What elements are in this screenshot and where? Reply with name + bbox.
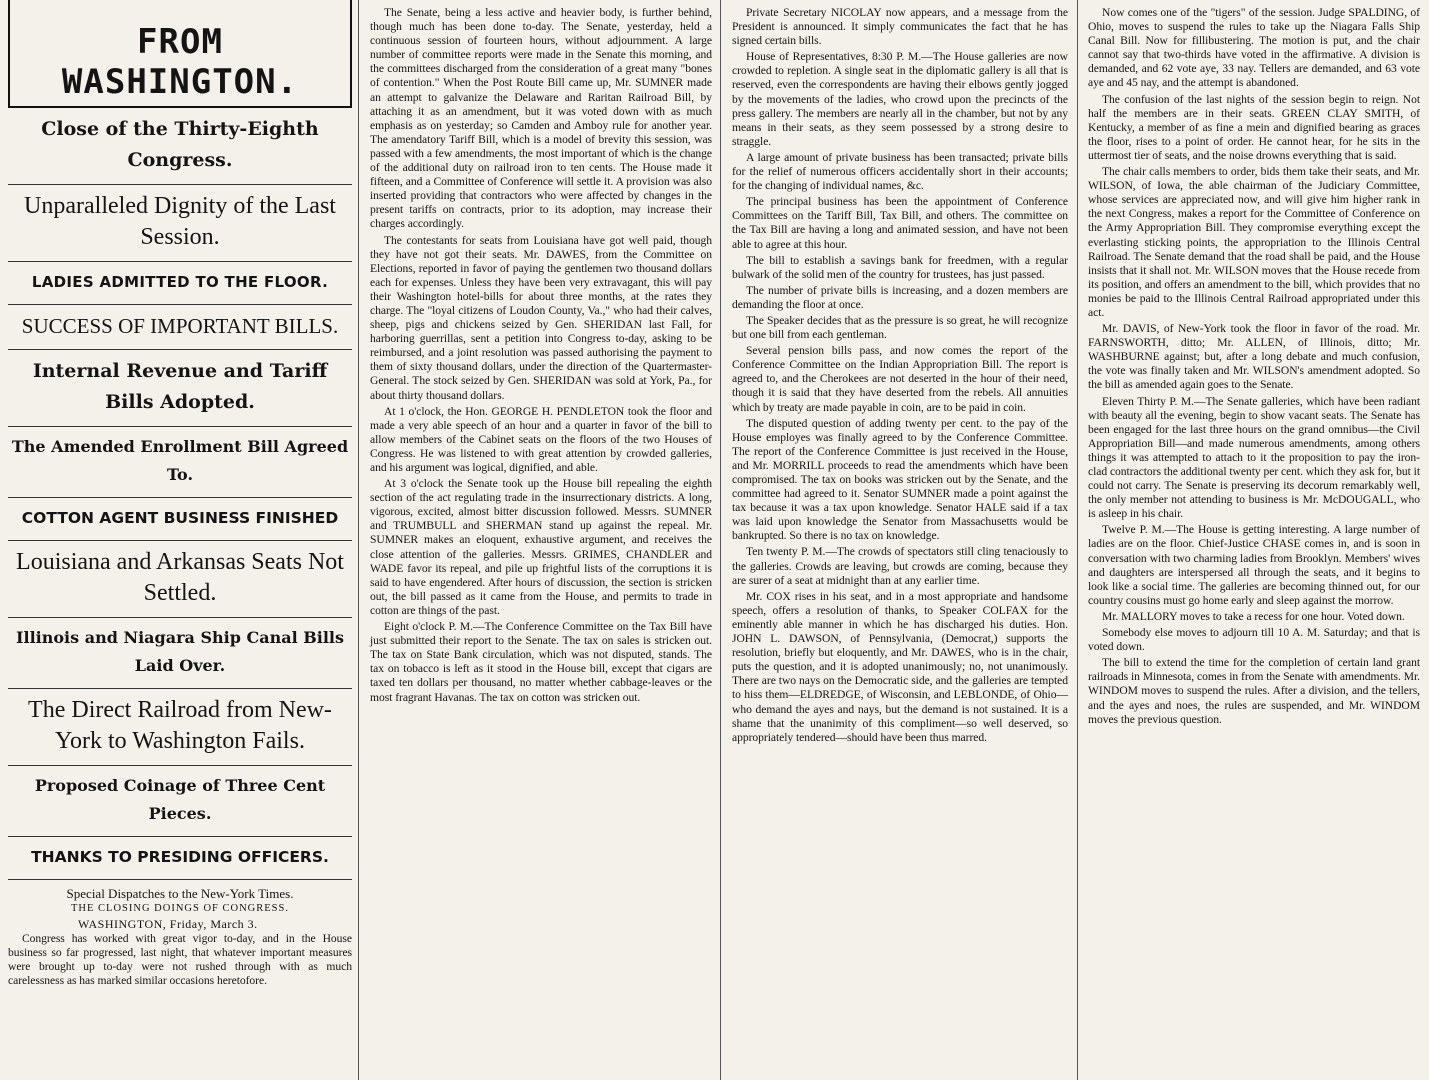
headline-deck: Unparalleled Dignity of the Last Session. (8, 185, 352, 262)
dateline: WASHINGTON, Friday, March 3. (78, 917, 258, 931)
headline-deck: The Direct Railroad from New-York to Washington Fails. (8, 689, 352, 766)
article-paragraph: Somebody else moves to adjourn till 10 A. M. Saturday; and that is voted down. (1088, 626, 1420, 654)
article-paragraph: The principal business has been the appointment of Conference Committees on the Tariff Bill, Tax Bill, and others. The committee on the Tax Bill are having a long and animated session, and have not been able to agree at this hour. (732, 195, 1068, 251)
dispatch-line: Special Dispatches to the New-York Times. (66, 886, 294, 901)
article-paragraph: The number of private bills is increasing, and a dozen members are demanding the floor at once. (732, 283, 1068, 311)
article-paragraph: The bill to extend the time for the completion of certain land grant railroads in Minnesota, comes in from the Senate with amendments. Mr. WINDOM moves to suspend the rules. After a division, and the tellers, and the ayes and noes, the rules are suspended, and Mr. WINDOM moves the previous question. (1088, 656, 1420, 726)
article-paragraph: Now comes one of the "tigers" of the session. Judge SPALDING, of Ohio, moves to suspend the rules to take up the Niagara Falls Ship Canal Bill. Now for fillibustering. The motion is put, and the chair cannot say that two-thirds have voted in the affirmative. A division is demanded, and 62 vote aye, 33 nay. Tellers are demanded, and 63 vote aye and 45 nay, and the attempt is abandoned. (1088, 6, 1420, 90)
article-paragraph: The Senate, being a less active and heavier body, is further behind, though much has been done to-day. The Senate, yesterday, held a continuous session of fourteen hours, without adjournment. A large number of committee reports were made in the Senate this morning, and the committees discharged from the consideration of a great many "bones of contention." When the Post Route Bill came up, Mr. SUMNER made an attempt to galvanize the Delaware and Raritan Railroad Bill, by attaching it as an amendment, but it was voted down with as much emphasis as on yesterday; so Camden and Amboy rule for another year. The amendatory Tariff Bill, which is a model of brevity this session, was passed with a few amendments, the most important of which is the change of the additional duty on railroad iron to ten cents. The House made it fifteen, and a Committee of Conference will settle it. A provision was also inserted providing that contractors who were affected by changes in the present tariffs on contracts, prior to its adoption, may increase their charges accordingly. (370, 6, 712, 231)
headline-deck: COTTON AGENT BUSINESS FINISHED (8, 498, 352, 541)
article-paragraph: Twelve P. M.—The House is getting interesting. A large number of ladies are on the floor. Chief-Justice CHASE comes in, and is soon in conversation with two charming ladies from Brooklyn. Members' wives and daughters are interspersed all through the seats, and it begins to look like a social time. The galleries are becoming thinned out, for our country cousins must go home early and sleep against the morrow. (1088, 523, 1420, 607)
article-paragraph: Mr. MALLORY moves to take a recess for one hour. Voted down. (1102, 609, 1405, 623)
article-paragraph: The confusion of the last nights of the session begin to reign. Not half the members are in their seats. GREEN CLAY SMITH, of Kentucky, a member of as fine a mein and dignified bearing as graces the floor, rises to a point of order. He cannot hear, for he sits in the uttermost tier of seats, and the noise drowns everything that is said. (1088, 92, 1420, 162)
article-paragraph: The contestants for seats from Louisiana have got well paid, though they have not got their seats. Mr. DAWES, from the Committee on Elections, reported in favor of paying the gentlemen two thousand dollars each for expenses. Unless they have been very extravagant, this will pay their Washington hotel-bills for about three months, at the rates they charge. The "loyal citizens of Loudon County, Va.," who had their calves, sheep, pigs and chickens seized by Gen. SHERIDAN last Fall, for harboring guerrillas, sent a petition into Congress to-day, asking to be reimbursed, and a joint resolution was passed authorising the payment to them of sixty thousand dollars, under the direction of the Quartermaster-General. The stock seized by Gen. SHERIDAN was sold at York, Pa., for about thirty thousand dollars. (370, 233, 712, 402)
headline-deck: Close of the Thirty-Eighth Congress. (8, 108, 352, 185)
article-paragraph: House of Representatives, 8:30 P. M.—The House galleries are now crowded to repletion. A single seat in the diplomatic gallery is all that is reserved, even the correspondents are having their elbows gently jogged by the movements of the ladies, who crowd upon the precincts of the press gallery. The members are nearly all in the chamber, but not by any means in their seats, as they seem possessed by a strong desire to straggle. (732, 50, 1068, 148)
article-paragraph: Mr. DAVIS, of New-York took the floor in favor of the road. Mr. FARNSWORTH, ditto; Mr. ALLEN, of Illinois, ditto; Mr. WASHBURNE against; but, after a long debate and much confusion, the vote was finally taken and Mr. WILSON's amendment adopted. So the bill as amended again goes to the Senate. (1088, 322, 1420, 392)
column-4 (1080, 0, 1426, 1080)
headline-deck: Louisiana and Arkansas Seats Not Settled. (8, 541, 352, 618)
article-paragraph: The chair calls members to order, bids them take their seats, and Mr. WILSON, of Iowa, the able chairman of the Judiciary Committee, whose services are appreciated now, and will give him higher rank in the next Congress, makes a report for the Committee of Conference on the Army Appropriation Bill. They compromise everything except the everlasting sticking points, the appropriation to the Illinois Central Railroad. The Senate demand that the road shall be paid, and the House insists that it shall not. Mr. WILSON moves that the House recede from its position, and offers an amendment to the bill, which provides that no monies be paid to the Illinois Central Railroad appropriated under this act. (1088, 165, 1420, 319)
column-rule (1077, 0, 1078, 1080)
headline-decks (8, 108, 352, 880)
column-3 (724, 0, 1074, 1080)
article-paragraph: Eight o'clock P. M.—The Conference Committee on the Tax Bill have just submitted their report to the Senate. The tax on sales is stricken out. The tax on State Bank circulation, which was not disputed, stands. The tax on tobacco is left as it stood in the House bill, except that cigars are taxed ten dollars per thousand, no matter whether cabbage-leaves or the most fragrant Havanas. The tax on cotton was stricken out. (370, 620, 712, 704)
article-paragraph: The bill to establish a savings bank for freedmen, with a regular bulwark of the solid men of the country for trustees, has just passed. (732, 253, 1068, 281)
article-paragraph: Congress has worked with great vigor to-day, and in the House business so far progressed, last night, that whatever important measures were brought up to-day were not rushed through with as much carelessness as has marked similar occasions heretofore. (8, 932, 352, 988)
column-rule (358, 0, 359, 1080)
article-paragraph: Several pension bills pass, and now comes the report of the Conference Committee on the Indian Appropriation Bill. The report is agreed to, and the Cherokees are not deserted in the hour of their need, though it is said that they have deserted from the rebels. All annuities which by treaty are made payable in coin, are to be paid in coin. (732, 344, 1068, 414)
column-1-body (8, 932, 352, 988)
article-paragraph: At 1 o'clock, the Hon. GEORGE H. PENDLETON took the floor and made a very able speech of an hour and a quarter in favor of the bill to allow members of the Cabinet seats on the floors of the two Houses of Congress. He was listened to with great attention by crowded galleries, and his argument was logical, dignified, and able. (370, 404, 712, 474)
column-3-body (732, 6, 1068, 745)
article-paragraph: Private Secretary NICOLAY now appears, and a message from the President is announced. It simply communicates the fact that he has signed certain bills. (732, 6, 1068, 48)
headline-deck: Proposed Coinage of Three Cent Pieces. (8, 766, 352, 837)
column-rule (720, 0, 721, 1080)
headline-deck: LADIES ADMITTED TO THE FLOOR. (8, 262, 352, 305)
headline-deck: THANKS TO PRESIDING OFFICERS. (8, 837, 352, 880)
masthead (8, 0, 352, 108)
headline-deck: The Amended Enrollment Bill Agreed To. (8, 427, 352, 498)
section-subhead: THE CLOSING DOINGS OF CONGRESS. (71, 903, 289, 914)
article-paragraph: The Speaker decides that as the pressure is so great, he will recognize but one bill from each gentleman. (732, 313, 1068, 342)
headline: FROM WASHINGTON. (61, 22, 299, 102)
column-4-body (1088, 6, 1420, 727)
headline-deck: SUCCESS OF IMPORTANT BILLS. (8, 305, 352, 350)
article-paragraph: A large amount of private business has been transacted; private bills for the relief of numerous officers accidentally short in their accounts; for the changing of individual names, &c. (732, 150, 1068, 193)
article-paragraph: At 3 o'clock the Senate took up the House bill repealing the eighth section of the act regulating trade in the insurrectionary districts. A long, vigorous, excited, almost bitter discussion followed. Messrs. SUMNER and TRUMBULL and SHERMAN stand up against the repeal. Mr. SUMNER makes an eloquent, exhaustive argument, and receives the close attention of the galleries. Messrs. GRIMES, CHANDLER and WADE favor its repeal, and pile up frightful lists of the corruptions it is said to have engendered. After hours of discussion, the section is stricken out, the bill passed as it came from the House, and permits to trade in cotton are things of the past. (370, 477, 712, 617)
column-2-body (370, 6, 712, 705)
article-paragraph: The disputed question of adding twenty per cent. to the pay of the House employes was finally agreed to by the Conference Committee. The report of the Conference Committee is just received in the House, and Mr. MORRILL proceeds to read the amendments which have been compromised. The tax on books was stricken out by the Senate, and the committee had agreed to it. Senator SUMNER made a point against the tax because it was a tax upon knowledge. Senator HALE said if a tax was laid upon knowledge the Senator from Massachusetts would be bankrupted. So there is no tax on knowledge. (732, 416, 1068, 543)
article-paragraph: Mr. COX rises in his seat, and in a most appropriate and handsome speech, offers a resolution of thanks, to Speaker COLFAX for the eminently able manner in which he has discharged his duties. Hon. JOHN L. DAWSON, of Pennsylvania, (Democrat,) supports the resolution, briefly but eloquently, and Mr. DAWES, who is in the chair, puts the question, and it is adopted unanimously; no, not unanimously. There are two nays on the Democratic side, and the galleries are tempted to hiss them—ELDREDGE, of Wisconsin, and LEBLONDE, of Ohio—who demand the ayes and nays, but the demand is not sustained. It is a shame that the unanimity of this compliment—so well deserved, so appropriately tendered—should have been thus marred. (732, 589, 1068, 744)
article-paragraph: Ten twenty P. M.—The crowds of spectators still cling tenaciously to the galleries. Crowds are leaving, but crowds are coming, because they are surer of a seat at midnight than at any earlier time. (732, 545, 1068, 587)
headline-deck: Internal Revenue and Tariff Bills Adopted. (8, 350, 352, 427)
article-paragraph: Eleven Thirty P. M.—The Senate galleries, which have been radiant with beauty all the evening, begin to show vacant seats. The Senate has been engaged for the last three hours on the grand omnibus—the Civil Appropriation Bill—and made numerous amendments, among others things it was attempted to attach to it the proposition to pay the iron-clad contractors the additional twenty per cent. which they ask for, but it could not carry. The Senate is preserving its decorum remarkably well, the only member not attending to business is Mr. McDOUGALL, who is asleep in his chair. (1088, 394, 1420, 521)
column-2 (362, 0, 718, 1080)
column-1 (4, 0, 356, 1080)
headline-deck: Illinois and Niagara Ship Canal Bills Laid Over. (8, 618, 352, 689)
